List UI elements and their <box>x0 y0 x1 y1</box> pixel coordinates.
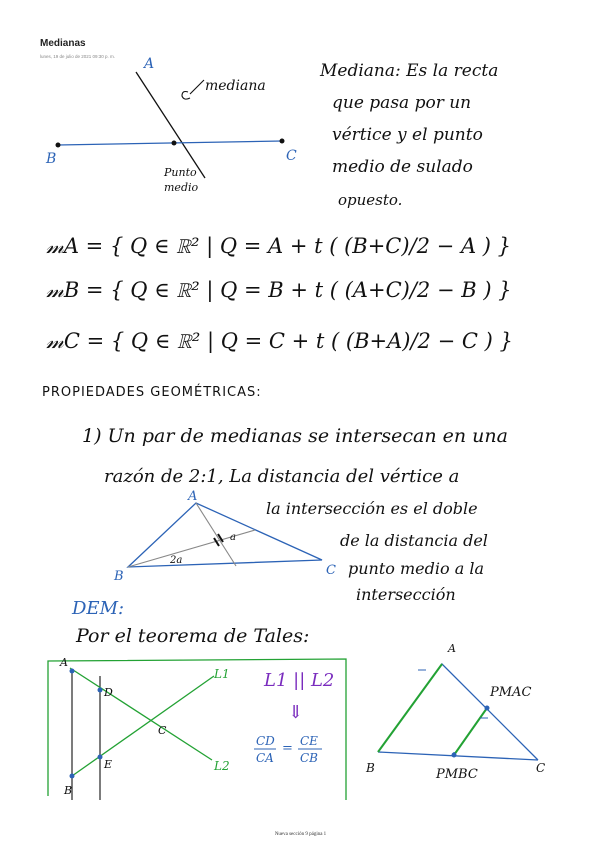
point-b-dot <box>56 143 61 148</box>
property-1 <box>82 425 508 604</box>
ratio-right-denominator: CB <box>300 751 318 765</box>
midpoint-label-2: medio <box>164 181 199 194</box>
thales-label-b: B <box>64 784 73 797</box>
properties-heading: PROPIEDADES GEOMÉTRICAS: <box>42 385 262 400</box>
formula-mb: 𝓂B = { Q ∈ ℝ² | Q = B + t ( (A+C)/2 − B ) } <box>46 278 512 302</box>
median-formulas <box>46 234 513 354</box>
outer-triangle-sides <box>378 664 538 760</box>
thales-diagram <box>48 656 346 800</box>
ratio-right-numerator: CE <box>300 734 318 748</box>
tri-label-a: A <box>188 489 198 504</box>
demo-tales-line: Por el teorema de Tales: <box>76 625 310 647</box>
midpoint-label-1: Punto <box>164 166 197 179</box>
ratio-left-numerator: CD <box>256 734 275 748</box>
transversal-l2 <box>70 668 212 760</box>
thales-label-d: D <box>104 686 113 699</box>
point-d-dot <box>98 688 103 693</box>
segment-2a-label: 2a <box>170 555 183 566</box>
median-label: mediana <box>205 78 266 94</box>
definition-line-1: Mediana: Es la recta <box>320 61 499 81</box>
property-1-line-2: razón de 2:1, La distancia del vértice a <box>104 466 460 487</box>
midtri-label-b: B <box>366 761 375 775</box>
thales-label-c: C <box>158 724 167 737</box>
transversal-l1 <box>72 676 214 776</box>
parallel-statement: L1 || L2 <box>264 670 335 691</box>
thales-label-l1: L1 <box>214 667 230 681</box>
tri-label-c: C <box>326 563 336 578</box>
formula-mc: 𝓂C = { Q ∈ ℝ² | Q = C + t ( (B+A)/2 − C ) } <box>46 329 513 353</box>
median-line <box>136 72 205 178</box>
definition-text <box>319 61 498 209</box>
thales-label-a: A <box>60 656 68 669</box>
midpoint-dot <box>172 141 177 146</box>
pm-bc-label: PMBC <box>436 767 478 782</box>
label-c: C <box>286 148 297 164</box>
median-arrow <box>182 80 204 99</box>
formula-ma: 𝓂A = { Q ∈ ℝ² | Q = A + t ( (B+C)/2 − A ) } <box>46 234 512 258</box>
point-c-dot <box>280 139 285 144</box>
outer-triangle-base <box>378 752 538 760</box>
point-e-dot <box>98 755 103 760</box>
page-footer: Nueva sección 9 página 1 <box>274 832 327 837</box>
label-b: B <box>46 151 57 167</box>
thales-label-e: E <box>104 758 113 771</box>
definition-line-3: vértice y el punto <box>332 125 483 145</box>
midtri-label-c: C <box>536 761 546 775</box>
page-title: Medianas <box>40 38 86 49</box>
side-bc <box>58 141 282 145</box>
property-1-line-1: 1) Un par de medianas se intersecan en una <box>82 425 508 447</box>
ratio-left-denominator: CA <box>256 751 274 765</box>
side-ab-highlight <box>378 664 442 752</box>
definition-line-2: que pasa por un <box>332 93 472 113</box>
property-1-line-4: de la distancia del <box>340 531 488 550</box>
demo-heading: DEM: <box>72 598 125 619</box>
angle-marks <box>418 670 488 718</box>
segment-a-label: a <box>230 532 236 543</box>
tri-label-b: B <box>114 569 124 584</box>
label-a: A <box>144 56 155 72</box>
implies-arrow: ⇓ <box>288 702 304 723</box>
median-diagram <box>45 56 297 194</box>
thales-label-l2: L2 <box>214 759 230 773</box>
definition-line-5: opuesto. <box>338 191 403 209</box>
property-1-line-5: punto medio a la <box>348 559 484 578</box>
pm-bc-dot <box>452 753 457 758</box>
point-a-dot <box>70 669 75 674</box>
definition-line-4: medio de sulado <box>332 157 473 177</box>
ratio-equals: = <box>282 741 293 756</box>
property-1-line-3: la intersección es el doble <box>266 499 478 518</box>
midpoint-triangle-diagram <box>365 642 545 782</box>
midpoint-segment <box>454 708 487 755</box>
pm-ac-dot <box>485 706 490 711</box>
point-b-dot-2 <box>70 774 75 779</box>
page-date: lunes, 19 de julio de 2021 09:30 p. m. <box>40 54 116 59</box>
pm-ac-label: PMAC <box>490 685 532 700</box>
midtri-label-a: A <box>448 642 456 655</box>
property-1-line-6: intersección <box>356 585 456 604</box>
